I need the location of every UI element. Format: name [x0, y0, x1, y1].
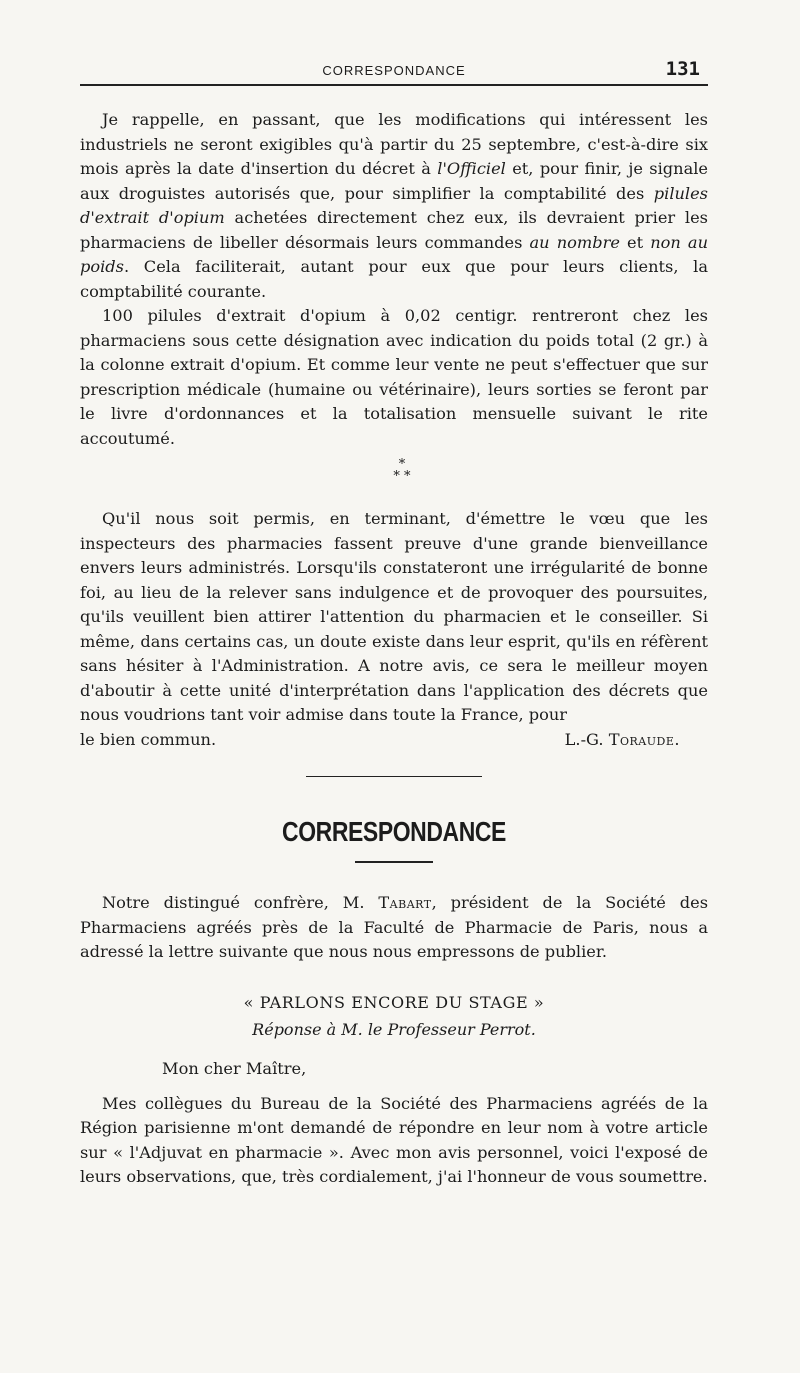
paragraph-letter-body: Mes collègues du Bureau de la Société des Pharmaciens agréés de la Région parisienne m'ont demandé de répondre en leur nom à votre article sur « l'Adjuvat en pharmacie ». Avec mon avis personnel, voici l'exposé de leurs observations, que, très cordialement, j'ai l'honneur de vous soumettre.: [80, 1093, 708, 1186]
text-run: . Cela faciliterait, autant pour eux que pour leurs clients, la comptabilité courante.: [80, 257, 708, 301]
person-name: Tabart: [378, 893, 432, 912]
italic-run: au nombre: [529, 232, 620, 252]
running-title: CORRESPONDANCE: [322, 63, 466, 78]
italic-run: non au poids: [80, 232, 708, 276]
signature-name: Toraude.: [608, 729, 680, 749]
letter-title: « PARLONS ENCORE DU STAGE »: [243, 992, 545, 1012]
closing-last-line: [80, 728, 708, 753]
asterism-divider: [80, 459, 708, 483]
text-run: achetées directement chez eux, ils devraient prier les pharmaciens de libeller désormais leurs commandes: [80, 208, 708, 252]
paragraph-opium-pills: 100 pilules d'extrait d'opium à 0,02 centigr. rentreront chez les pharmaciens sous cette désignation avec indication du poids total (2 gr.) à la colonne extrait d'opium. Et comme leur vente ne peut s'effectuer que sur prescription médicale (humaine ou vétérinaire), leurs sorties se feront par le livre d'ordonnances et la totalisation mensuelle suivant le rite accoutumé.: [80, 306, 708, 448]
section-separator-rule: [306, 776, 482, 777]
paragraph-decree-remark: [80, 108, 708, 304]
text-run: Notre distingué confrère, M.: [102, 893, 379, 912]
asterism-top: *: [398, 457, 406, 472]
running-header: [80, 58, 708, 86]
heading-underline-rule: [355, 861, 433, 863]
section-heading: CORRESPONDANCE: [282, 816, 506, 847]
text-run: Je rappelle, en passant, que les modifications qui intéressent les industriels ne seront exigibles qu'à partir du 25 septembre, c'est-à-dire six mois après la date d'insertion du décret à: [80, 110, 708, 178]
paragraph-intro: [80, 891, 708, 965]
signature-initials: L.-G.: [564, 729, 609, 749]
journal-page: [80, 58, 708, 1190]
text-run: et, pour finir, je signale aux droguistes autorisés que, pour simplifier la comptabilité des: [80, 159, 708, 203]
asterism-bottom: * *: [393, 469, 411, 484]
text-run: et: [619, 232, 651, 252]
letter-subtitle: Réponse à M. le Professeur Perrot.: [252, 1019, 536, 1039]
italic-run: pilules d'extrait d'opium: [80, 183, 708, 227]
letter-salutation: Mon cher Maître,: [162, 1058, 307, 1078]
closing-last-words: le bien commun.: [80, 729, 217, 749]
author-signature: [565, 728, 708, 753]
paragraph-closing: Qu'il nous soit permis, en terminant, d'émettre le vœu que les inspecteurs des pharmacies fassent preuve d'une grande bienveillance envers leurs administrés. Lorsqu'ils constateront une irrégularité de bonne foi, au lieu de la relever sans indulgence et de provoquer des poursuites, qu'ils veuillent bien attirer l'attention du pharmacien et le conseiller. Si même, dans certains cas, un doute existe dans leur esprit, qu'ils en réfèrent sans hésiter à l'Administration. A notre avis, ce sera le meilleur moyen d'aboutir à cette unité d'interprétation dans l'application des décrets que nous voudrions tant voir admise dans toute la France, pour: [80, 509, 708, 724]
text-run: , président de la Société des Pharmaciens agréés près de la Faculté de Pharmacie de Paris, nous a adressé la lettre suivante que nous nous empressons de publier.: [80, 893, 708, 961]
italic-run: l'Officiel: [437, 159, 506, 178]
page-number: 131: [665, 58, 700, 80]
